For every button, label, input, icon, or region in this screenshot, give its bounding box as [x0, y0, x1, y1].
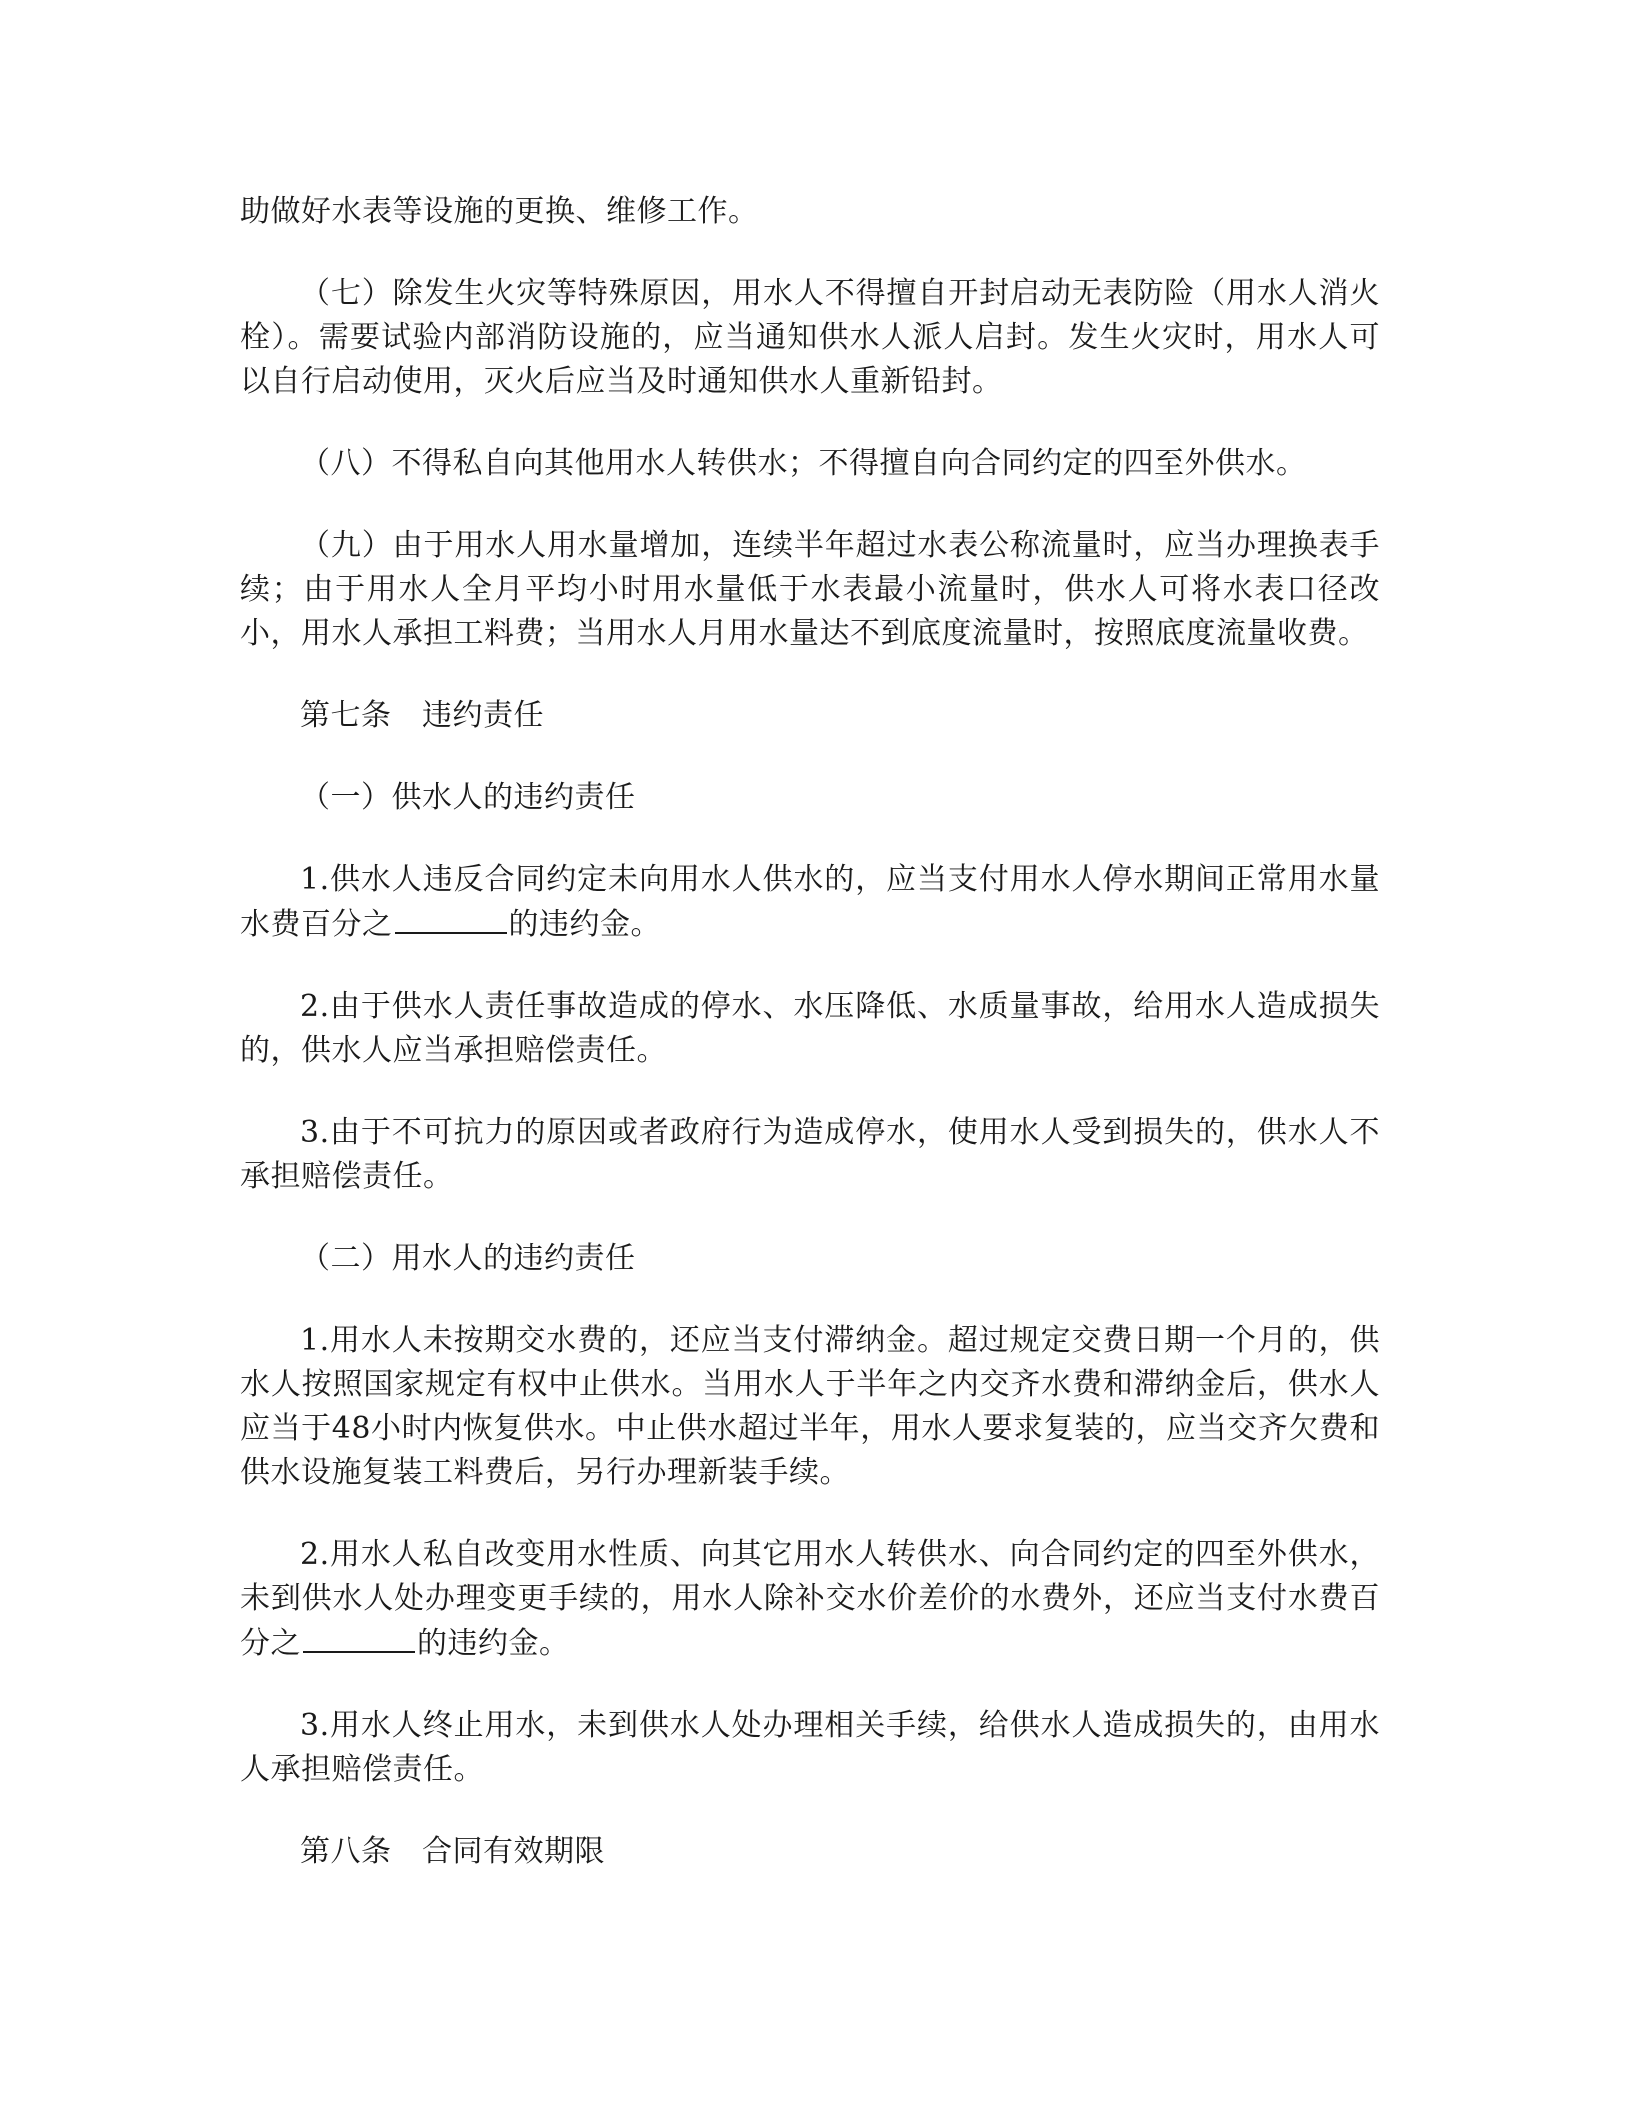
supplier-item-1-text: 1.供水人违反合同约定未向用水人供水的，应当支付用水人停水期间正常用水量水费百分之	[240, 862, 1380, 942]
section-user-liability: （二）用水人的违约责任	[300, 1241, 636, 1276]
clause-9: （九）由于用水人用水量增加，连续半年超过水表公称流量时，应当办理换表手续；由于用水人全月平均小时用水量低于水表最小流量时，供水人可将水表口径改小，用水人承担工料费；当用水人月用水量达不到底度流量时，按照底度流量收费。	[240, 528, 1380, 651]
supplier-item-1-suffix: 的违约金。	[508, 907, 661, 942]
user-item-2-text: 2.用水人私自改变用水性质、向其它用水人转供水、向合同约定的四至外供水，未到供水人处办理变更手续的，用水人除补交水价差价的水费外，还应当支付水费百分之	[240, 1537, 1380, 1661]
percentage-blank[interactable]	[303, 1621, 415, 1653]
percentage-blank[interactable]	[395, 902, 507, 934]
paragraph-continuation: 助做好水表等设施的更换、维修工作。	[240, 194, 759, 229]
article-7-heading: 第七条 违约责任	[300, 698, 544, 733]
user-item-3: 3.用水人终止用水，未到供水人处办理相关手续，给供水人造成损失的，由用水人承担赔偿责任。	[240, 1708, 1380, 1787]
document-page	[240, 190, 1380, 1912]
user-item-1: 1.用水人未按期交水费的，还应当支付滞纳金。超过规定交费日期一个月的，供水人按照国家规定有权中止供水。当用水人于半年之内交齐水费和滞纳金后，供水人应当于48小时内恢复供水。中止供水超过半年，用水人要求复装的，应当交齐欠费和供水设施复装工料费后，另行办理新装手续。	[240, 1323, 1380, 1490]
clause-8: （八）不得私自向其他用水人转供水；不得擅自向合同约定的四至外供水。	[300, 446, 1307, 481]
supplier-item-3: 3.由于不可抗力的原因或者政府行为造成停水，使用水人受到损失的，供水人不承担赔偿责任。	[240, 1115, 1380, 1194]
article-8-heading: 第八条 合同有效期限	[300, 1834, 605, 1869]
user-item-2	[240, 1533, 1380, 1666]
supplier-item-2: 2.由于供水人责任事故造成的停水、水压降低、水质量事故，给用水人造成损失的，供水人应当承担赔偿责任。	[240, 989, 1380, 1068]
section-supplier-liability: （一）供水人的违约责任	[300, 780, 636, 815]
clause-7: （七）除发生火灾等特殊原因，用水人不得擅自开封启动无表防险（用水人消火栓）。需要试验内部消防设施的，应当通知供水人派人启封。发生火灾时，用水人可以自行启动使用，灭火后应当及时通知供水人重新铅封。	[240, 276, 1380, 399]
supplier-item-1	[240, 858, 1380, 947]
user-item-2-suffix: 的违约金。	[417, 1626, 570, 1661]
